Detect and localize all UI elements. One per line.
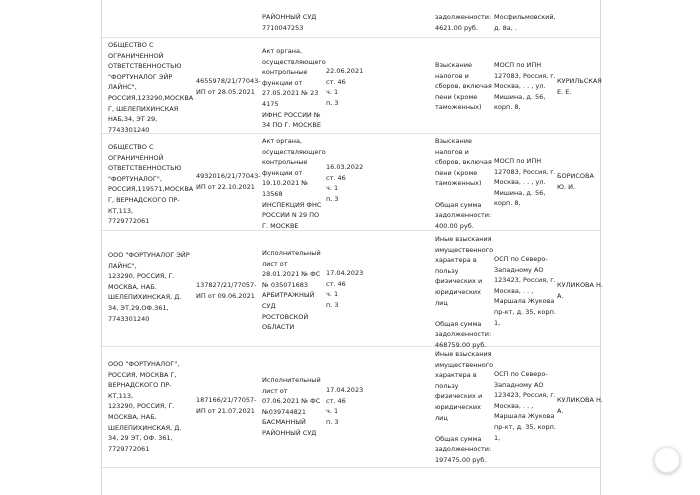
bailiff-dept-cell: ОСП по Северо- Западному АО 123423, Россия, г. Москва, . . , Маршала Жукова пр-кт, д. 35, корп. 1,: [494, 255, 556, 327]
subject-cell: Иные взыскания имущественного характера в пользу физических и юридических лиц Общая сумма задолженности: 197475.00 руб.: [435, 350, 494, 464]
column-divider: [101, 0, 102, 495]
subject-cell: Иные взыскания имущественного характера в пользу физических и юридических лиц Общая сумма задолженности: 468759.00 руб.: [435, 235, 494, 349]
act-cell: Исполнительный лист от 07.06.2021 № ФС №039744821 БАСМАННЫЙ РАЙОННЫЙ СУД: [262, 376, 321, 437]
subject-cell: задолженности: 4621.00 руб.: [435, 13, 492, 32]
bailiff-dept-cell: ОСП по Северо- Западному АО 123423, Россия, г. Москва, . . , Маршала Жукова пр-кт, д. 35, корп. 1,: [494, 370, 556, 442]
end-info-cell: 22.06.2021 ст. 46 ч. 1 п. 3: [326, 67, 364, 107]
bailiff-dept-cell: Мосфильмовский, д. 8а, .: [494, 13, 556, 32]
proceeding-cell: 137827/21/77057- ИП от 09.06.2021: [196, 281, 257, 300]
debtor-cell: ОБЩЕСТВО С ОГРАНИЧЕННОЙ ОТВЕТСТВЕННОСТЬЮ "ФОРТУНАЛОГ ЭЙР ЛАЙНС", РОССИЯ,123290,МОСКВА Г, ШЕЛЕПИХИНСКАЯ НАБ,34, ЭТ 29, 7743301240: [108, 41, 194, 134]
row-divider: [100, 467, 601, 468]
proceeding-cell: 4655978/21/77043- ИП от 28.05.2021: [196, 77, 261, 96]
act-cell: РАЙОННЫЙ СУД 7710047253: [262, 13, 317, 32]
bailiff-cell: БОРИСОВА Ю. И.: [557, 172, 594, 191]
act-cell: Акт органа, осуществляющего контрольные функции от 27.05.2021 № 23 4175 ИФНС РОССИИ № 34 ПО Г. МОСКВЕ: [262, 47, 326, 130]
debtor-cell: ОБЩЕСТВО С ОГРАНИЧЕННОЙ ОТВЕТСТВЕННОСТЬЮ "ФОРТУНАЛОГ", РОССИЯ,119571,МОСКВА Г, ВЕРНАДСКОГО ПР- КТ,113, 7729772061: [108, 143, 194, 226]
row-divider: [100, 230, 601, 231]
end-info-cell: 17.04.2023 ст. 46 ч. 1 п. 3: [326, 269, 364, 309]
bailiff-cell: КУЛИКОВА Н. А.: [557, 281, 603, 300]
act-cell: Акт органа, осуществляющего контрольные функции от 19.10.2021 № 13568 ИНСПЕКЦИЯ ФНС РОССИИ N 29 ПО Г. МОСКВЕ: [262, 137, 326, 230]
proceeding-cell: 4932016/21/77043- ИП от 22.10.2021: [196, 172, 261, 191]
row-divider: [100, 346, 601, 347]
end-info-cell: 16.03.2022 ст. 46 ч. 1 п. 3: [326, 163, 364, 203]
bailiff-dept-cell: МОСП по ИПН 127083, Россия, г. Москва, . . , ул. Мишина, д. 56, корп. 8,: [494, 157, 556, 208]
bailiff-dept-cell: МОСП по ИПН 127083, Россия, г. Москва, . . , ул. Мишина, д. 56, корп. 8,: [494, 61, 556, 112]
column-divider: [600, 0, 601, 495]
bailiff-cell: КУРИЛЬСКАЯ Е. Е.: [557, 77, 602, 96]
act-cell: Исполнительный лист от 28.01.2021 № ФС № 035071683 АРБИТРАЖНЫЙ СУД РОСТОВСКОЙ ОБЛАСТИ: [262, 249, 321, 332]
row-divider: [100, 37, 601, 38]
end-info-cell: 17.04.2023 ст. 46 ч. 1 п. 3: [326, 386, 364, 426]
floating-action-button[interactable]: [654, 447, 680, 473]
debtor-cell: ООО "ФОРТУНАЛОГ", РОССИЯ, МОСКВА Г, ВЕРНАДСКОГО ПР- КТ,113, 123290, РОССИЯ, Г. МОСКВА, НАБ. ШЕЛЕПИХИНСКАЯ, Д. 34, 29 ЭТ, ОФ. 361, 7729772061: [108, 360, 182, 453]
proceeding-cell: 187166/21/77057- ИП от 21.07.2021: [196, 396, 257, 415]
bailiff-cell: КУЛИКОВА Н. А.: [557, 396, 603, 415]
subject-cell: Взыскание налогов и сборов, включая пени (кроме таможенных) Общая сумма задолженности: 400.00 руб.: [435, 137, 492, 230]
subject-cell: Взыскание налогов и сборов, включая пени (кроме таможенных): [435, 61, 492, 112]
debtor-cell: ООО "ФОРТУНАЛОГ ЭЙР ЛАЙНС", 123290, РОССИЯ, Г. МОСКВА, НАБ. ШЕЛЕПИХИНСКАЯ, Д. 34, ЭТ.29,ОФ.361, 7743301240: [108, 251, 190, 323]
